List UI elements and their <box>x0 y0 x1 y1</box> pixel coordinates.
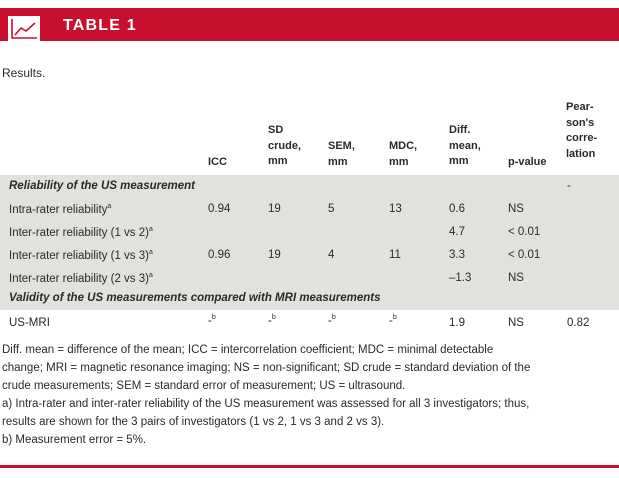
bottom-divider <box>0 465 619 468</box>
cell-pearson: 0.82 <box>567 317 590 329</box>
row-label: Inter-rater reliability (1 vs 2)$^a$ <box>9 226 153 239</box>
row-label: Inter-rater reliability (1 vs 3)$^a$ <box>9 249 153 262</box>
footnote-line: a) Intra-rater and inter-rater reliability of the US measurement was assessed for all 3 investigators; thus, <box>2 398 530 410</box>
row-label: Inter-rater reliability (2 vs 3)$^a$ <box>9 272 153 285</box>
column-header-pearson: Pear- son's corre- lation <box>566 101 598 160</box>
chart-line-icon <box>8 16 40 42</box>
column-header-sem: SEM, mm <box>328 140 355 168</box>
footnote-line: results are shown for the 3 pairs of investigators (1 vs 2, 1 vs 3 and 2 vs 3). <box>2 416 385 428</box>
cell-sd: 19 <box>268 203 281 215</box>
cell-mdc: 13 <box>389 203 402 215</box>
cell-sem: 4 <box>328 249 335 261</box>
cell-icc: 0.96 <box>208 249 231 261</box>
footnote-line: b) Measurement error = 5%. <box>2 434 147 446</box>
cell-sem: 5 <box>328 203 335 215</box>
row-label: Intra-rater reliability$^a$ <box>9 203 112 216</box>
shaded-row-block <box>0 175 619 310</box>
cell-p-value: NS <box>508 317 524 329</box>
section-heading-reliability: Reliability of the US measurement <box>9 180 195 192</box>
cell-sd: -$^b$ <box>268 314 276 327</box>
row-label: US-MRI <box>9 317 50 329</box>
footnote-line: crude measurements; SEM = standard error of measurement; US = ultrasound. <box>2 380 406 392</box>
column-header-diff-mean: Diff. mean, mm <box>449 124 481 167</box>
cell-p-value: < 0.01 <box>508 249 541 261</box>
footnote-line: Diff. mean = difference of the mean; ICC = intercorrelation coefficient; MDC = minimal detectable <box>2 344 494 356</box>
table-caption: Results. <box>2 66 46 80</box>
cell-diff-mean: 0.6 <box>449 203 465 215</box>
column-header-p-value: p-value <box>508 156 547 168</box>
cell-p-value: NS <box>508 203 524 215</box>
cell-diff-mean: 1.9 <box>449 317 465 329</box>
table-header-banner <box>0 0 619 44</box>
cell-sd: 19 <box>268 249 281 261</box>
cell-sem: -$^b$ <box>328 314 336 327</box>
cell-mdc: -$^b$ <box>389 314 397 327</box>
cell-diff-mean: –1.3 <box>449 272 472 284</box>
footnote-line: change; MRI = magnetic resonance imaging; NS = non-significant; SD crude = standard deviation of the <box>2 362 531 374</box>
cell-diff-mean: 4.7 <box>449 226 465 238</box>
cell-icc: -$^b$ <box>208 314 216 327</box>
section-reliability-dash: - <box>567 180 571 192</box>
cell-p-value: NS <box>508 272 524 284</box>
column-header-mdc: MDC, mm <box>389 140 418 168</box>
cell-mdc: 11 <box>389 249 401 261</box>
column-header-sd: SD crude, mm <box>268 124 302 167</box>
table-title: TABLE 1 <box>63 17 137 34</box>
cell-icc: 0.94 <box>208 203 231 215</box>
cell-p-value: < 0.01 <box>508 226 541 238</box>
cell-diff-mean: 3.3 <box>449 249 465 261</box>
column-header-icc: ICC <box>208 156 227 168</box>
section-heading-validity: Validity of the US measurements compared with MRI measurements <box>9 292 381 304</box>
